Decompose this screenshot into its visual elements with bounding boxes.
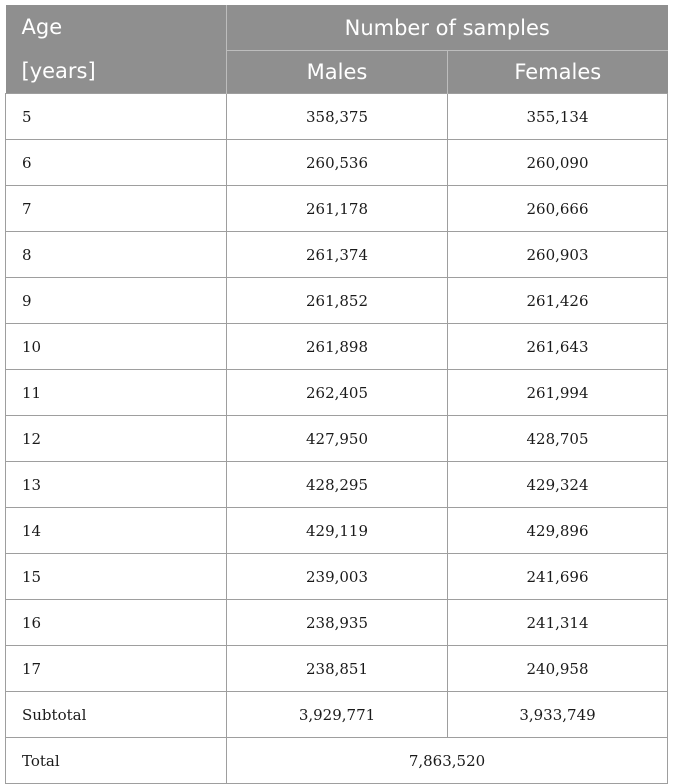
age-cell: 14 [6,508,227,554]
table-body [6,94,668,784]
samples-table [5,5,668,784]
total-label: Total [6,738,227,784]
table-row [6,370,668,416]
females-cell: 241,696 [448,554,668,600]
age-cell: 10 [6,324,227,370]
females-cell: 260,090 [448,140,668,186]
age-header-label: Age [21,15,63,39]
females-cell: 260,666 [448,186,668,232]
age-cell: 7 [6,186,227,232]
subtotal-females-cell: 3,933,749 [448,692,668,738]
table-row [6,554,668,600]
males-cell: 261,852 [227,278,448,324]
males-cell: 239,003 [227,554,448,600]
table-header [6,5,668,94]
females-cell: 261,426 [448,278,668,324]
table-row [6,232,668,278]
table-row [6,278,668,324]
females-cell: 355,134 [448,94,668,140]
males-column-header: Males [227,51,448,94]
age-cell: 15 [6,554,227,600]
table-row [6,186,668,232]
females-cell: 261,643 [448,324,668,370]
females-cell: 241,314 [448,600,668,646]
males-cell: 261,898 [227,324,448,370]
females-cell: 428,705 [448,416,668,462]
age-cell: 9 [6,278,227,324]
age-column-header [6,5,227,94]
females-column-header: Females [448,51,668,94]
females-cell: 260,903 [448,232,668,278]
age-cell: 11 [6,370,227,416]
males-cell: 261,178 [227,186,448,232]
table-row [6,508,668,554]
table-row [6,324,668,370]
table-row [6,646,668,692]
males-cell: 358,375 [227,94,448,140]
table-row [6,462,668,508]
females-cell: 429,896 [448,508,668,554]
age-cell: 16 [6,600,227,646]
header-row-group [6,5,668,51]
age-cell: 13 [6,462,227,508]
subtotal-label: Subtotal [6,692,227,738]
table-row [6,600,668,646]
age-cell: 6 [6,140,227,186]
females-cell: 240,958 [448,646,668,692]
males-cell: 260,536 [227,140,448,186]
males-cell: 238,935 [227,600,448,646]
males-cell: 238,851 [227,646,448,692]
females-cell: 429,324 [448,462,668,508]
females-cell: 261,994 [448,370,668,416]
males-cell: 427,950 [227,416,448,462]
males-cell: 429,119 [227,508,448,554]
table-row [6,94,668,140]
age-cell: 8 [6,232,227,278]
number-of-samples-header: Number of samples [227,5,668,51]
males-cell: 262,405 [227,370,448,416]
age-cell: 17 [6,646,227,692]
males-cell: 261,374 [227,232,448,278]
table-row [6,140,668,186]
age-header-unit: [years] [21,59,96,83]
age-cell: 5 [6,94,227,140]
males-cell: 428,295 [227,462,448,508]
subtotal-males-cell: 3,929,771 [227,692,448,738]
subtotal-row [6,692,668,738]
total-value-cell: 7,863,520 [227,738,668,784]
age-cell: 12 [6,416,227,462]
table-row [6,416,668,462]
total-row [6,738,668,784]
